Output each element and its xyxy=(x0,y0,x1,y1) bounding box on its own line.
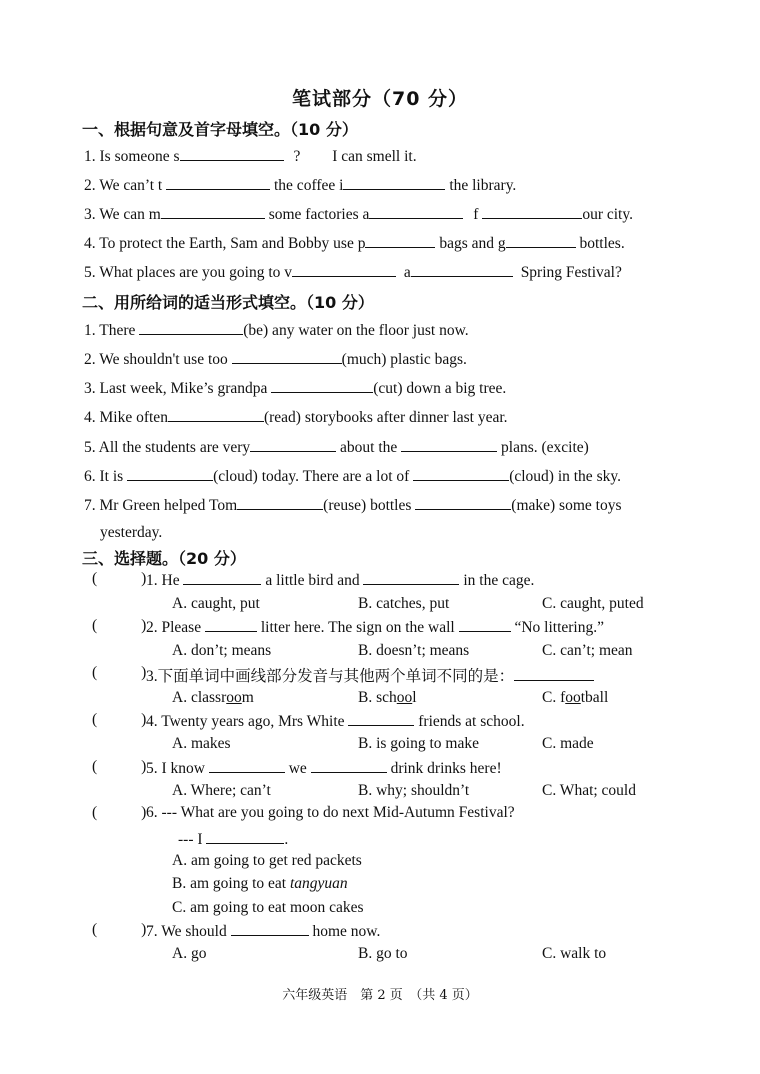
s1-q5-text: 5. What places are you going to v xyxy=(84,264,293,281)
answer-blank[interactable] xyxy=(183,570,261,585)
s1-q2-text: 2. We can’t t xyxy=(84,177,163,194)
mc-q7-tail: home now. xyxy=(312,923,381,940)
mc-q1-option-a[interactable]: A. caught, put xyxy=(172,595,260,612)
mc-q4 xyxy=(146,711,525,731)
mc-q7-option-a[interactable]: A. go xyxy=(172,945,207,962)
s2-q5-tail: plans. (excite) xyxy=(501,439,589,456)
s2-q7-cont: yesterday. xyxy=(100,524,163,541)
s2-q7-mid: (reuse) bottles xyxy=(323,497,412,514)
answer-blank[interactable] xyxy=(237,495,323,510)
answer-blank[interactable] xyxy=(206,829,284,844)
s2-q4-text: 4. Mike often xyxy=(84,409,168,426)
mc-q6: 6. --- What are you going to do next Mid-Autumn Festival? xyxy=(146,804,515,821)
mc-q2-option-a[interactable]: A. don’t; means xyxy=(172,642,272,659)
answer-blank[interactable] xyxy=(343,175,445,190)
mc-q6-option-b[interactable]: B. am going to eat tangyuan xyxy=(172,875,348,892)
mc-q3-text: 3.下面单词中画线部分发音与其他两个单词不同的是： xyxy=(146,668,515,685)
answer-parens[interactable]: ( ) xyxy=(92,617,147,634)
answer-blank[interactable] xyxy=(401,437,497,452)
section1-heading: 一、根据句意及首字母填空。（10 分） xyxy=(82,120,358,139)
s2-q1-text: 1. There xyxy=(84,322,136,339)
s2-q6-text: 6. It is xyxy=(84,468,124,485)
mc-q4-option-c[interactable]: C. made xyxy=(542,735,594,752)
mc-q7 xyxy=(146,921,380,941)
mc-q6-option-a[interactable]: A. am going to get red packets xyxy=(172,852,362,869)
mc-q5-tail: drink drinks here! xyxy=(390,760,502,777)
answer-blank[interactable] xyxy=(413,466,509,481)
s1-q3 xyxy=(84,204,633,224)
answer-blank[interactable] xyxy=(311,758,387,773)
s1-q4-mid: bags and g xyxy=(439,235,506,252)
s2-q7-mid2: (make) some toys xyxy=(511,497,622,514)
answer-blank[interactable] xyxy=(232,349,342,364)
answer-parens[interactable]: ( ) xyxy=(92,711,147,728)
mc-q4-text: 4. Twenty years ago, Mrs White xyxy=(146,713,345,730)
answer-blank[interactable] xyxy=(506,233,576,248)
s2-q5-text: 5. All the students are very xyxy=(84,439,251,456)
s1-q5-tail: Spring Festival? xyxy=(520,264,622,281)
s1-q5 xyxy=(84,262,622,282)
answer-blank[interactable] xyxy=(205,617,257,632)
s1-q4 xyxy=(84,233,625,253)
mc-q5 xyxy=(146,758,502,778)
mc-q4-option-b[interactable]: B. is going to make xyxy=(358,735,479,752)
mc-q6-option-c[interactable]: C. am going to eat moon cakes xyxy=(172,899,364,916)
answer-blank[interactable] xyxy=(411,262,513,277)
s1-q2-mid: the coffee i xyxy=(274,177,344,194)
mc-q3-option-b[interactable]: B. school xyxy=(358,689,417,706)
mc-q2-option-b[interactable]: B. doesn’t; means xyxy=(358,642,470,659)
mc-q1-text: 1. He xyxy=(146,572,180,589)
mc-q1-tail: in the cage. xyxy=(463,572,535,589)
s2-q3 xyxy=(84,378,506,398)
mc-q1 xyxy=(146,570,534,590)
section2-heading: 二、用所给词的适当形式填空。（10 分） xyxy=(82,293,374,312)
s1-q5-mid: a xyxy=(403,264,411,281)
answer-blank[interactable] xyxy=(415,495,511,510)
mc-q1-option-c[interactable]: C. caught, puted xyxy=(542,595,644,612)
s2-q1 xyxy=(84,320,469,340)
answer-blank[interactable] xyxy=(139,320,243,335)
mc-q5-mid: we xyxy=(288,760,307,777)
answer-parens[interactable]: ( ) xyxy=(92,570,147,587)
answer-blank[interactable] xyxy=(514,666,594,681)
s2-q3-text: 3. Last week, Mike’s grandpa xyxy=(84,380,268,397)
s2-q5 xyxy=(84,437,589,457)
mc-q2 xyxy=(146,617,604,637)
s2-q4 xyxy=(84,407,508,427)
answer-blank[interactable] xyxy=(482,204,582,219)
answer-blank[interactable] xyxy=(231,921,309,936)
s1-q2-tail: the library. xyxy=(449,177,517,194)
section3-heading: 三、选择题。（20 分） xyxy=(82,549,246,568)
answer-parens[interactable]: ( ) xyxy=(92,758,147,775)
s1-q3-tail: our city. xyxy=(582,206,633,223)
mc-q2-text: 2. Please xyxy=(146,619,202,636)
mc-q1-option-b[interactable]: B. catches, put xyxy=(358,595,450,612)
mc-q3-option-a[interactable]: A. classroom xyxy=(172,689,254,706)
s1-q4-text: 4. To protect the Earth, Sam and Bobby use p xyxy=(84,235,366,252)
mc-q2-option-c[interactable]: C. can’t; mean xyxy=(542,642,633,659)
answer-blank[interactable] xyxy=(168,407,264,422)
mc-q3-option-c[interactable]: C. football xyxy=(542,689,609,706)
s2-q3-tail: (cut) down a big tree. xyxy=(373,380,507,397)
mc-q2-mid: litter here. The sign on the wall xyxy=(260,619,455,636)
mc-q4-option-a[interactable]: A. makes xyxy=(172,735,231,752)
mc-q3 xyxy=(146,664,594,686)
answer-blank[interactable] xyxy=(271,378,373,393)
mc-q4-tail: friends at school. xyxy=(418,713,525,730)
s2-q6-mid: (cloud) today. There are a lot of xyxy=(213,468,410,485)
s2-q7-text: 7. Mr Green helped Tom xyxy=(84,497,238,514)
s1-q3-text: 3. We can m xyxy=(84,206,161,223)
page-title: 笔试部分（70 分） xyxy=(291,88,469,110)
mc-q7-option-c[interactable]: C. walk to xyxy=(542,945,607,962)
s2-q6-tail: (cloud) in the sky. xyxy=(509,468,621,485)
mc-q7-text: 7. We should xyxy=(146,923,227,940)
answer-blank[interactable] xyxy=(292,262,396,277)
s1-q1-text: 1. Is someone s xyxy=(84,148,180,165)
page-footer: 六年级英语 第 2 页 （共 4 页） xyxy=(282,988,478,1003)
s1-q4-tail: bottles. xyxy=(579,235,625,252)
answer-parens[interactable]: ( ) xyxy=(92,804,147,821)
s2-q6 xyxy=(84,466,621,486)
answer-blank[interactable] xyxy=(127,466,213,481)
answer-blank[interactable] xyxy=(459,617,511,632)
s1-q3-mid2: f xyxy=(473,206,479,223)
answer-blank[interactable] xyxy=(369,204,463,219)
s1-q1-tail: I can smell it. xyxy=(332,148,417,165)
mc-q1-mid: a little bird and xyxy=(265,572,360,589)
answer-blank[interactable] xyxy=(250,437,336,452)
s1-q1-mark: ? xyxy=(293,148,301,165)
answer-blank[interactable] xyxy=(209,758,285,773)
answer-blank[interactable] xyxy=(180,146,284,161)
answer-blank[interactable] xyxy=(365,233,435,248)
mc-q5-option-b[interactable]: B. why; shouldn’t xyxy=(358,782,470,799)
s2-q4-tail: (read) storybooks after dinner last year. xyxy=(263,409,508,426)
answer-parens[interactable]: ( ) xyxy=(92,664,147,681)
s1-q3-mid: some factories a xyxy=(268,206,370,223)
mc-q7-option-b[interactable]: B. go to xyxy=(358,945,408,962)
mc-q5-text: 5. I know xyxy=(146,760,205,777)
mc-q6-response: --- I . xyxy=(178,831,289,848)
answer-blank[interactable] xyxy=(348,711,414,726)
mc-q5-option-a[interactable]: A. Where; can’t xyxy=(172,782,271,799)
s2-q2-tail: (much) plastic bags. xyxy=(341,351,467,368)
s2-q2-text: 2. We shouldn't use too xyxy=(84,351,228,368)
s2-q1-tail: (be) any water on the floor just now. xyxy=(243,322,469,339)
answer-blank[interactable] xyxy=(166,175,270,190)
mc-q2-tail: “No littering.” xyxy=(514,619,604,636)
s2-q5-mid: about the xyxy=(340,439,398,456)
mc-q5-option-c[interactable]: C. What; could xyxy=(542,782,636,799)
answer-blank[interactable] xyxy=(363,570,459,585)
s1-q2 xyxy=(84,175,516,195)
s2-q2 xyxy=(84,349,467,369)
s2-q7 xyxy=(84,495,621,515)
s1-q1 xyxy=(84,146,417,166)
answer-parens[interactable]: ( ) xyxy=(92,921,147,938)
answer-blank[interactable] xyxy=(161,204,265,219)
